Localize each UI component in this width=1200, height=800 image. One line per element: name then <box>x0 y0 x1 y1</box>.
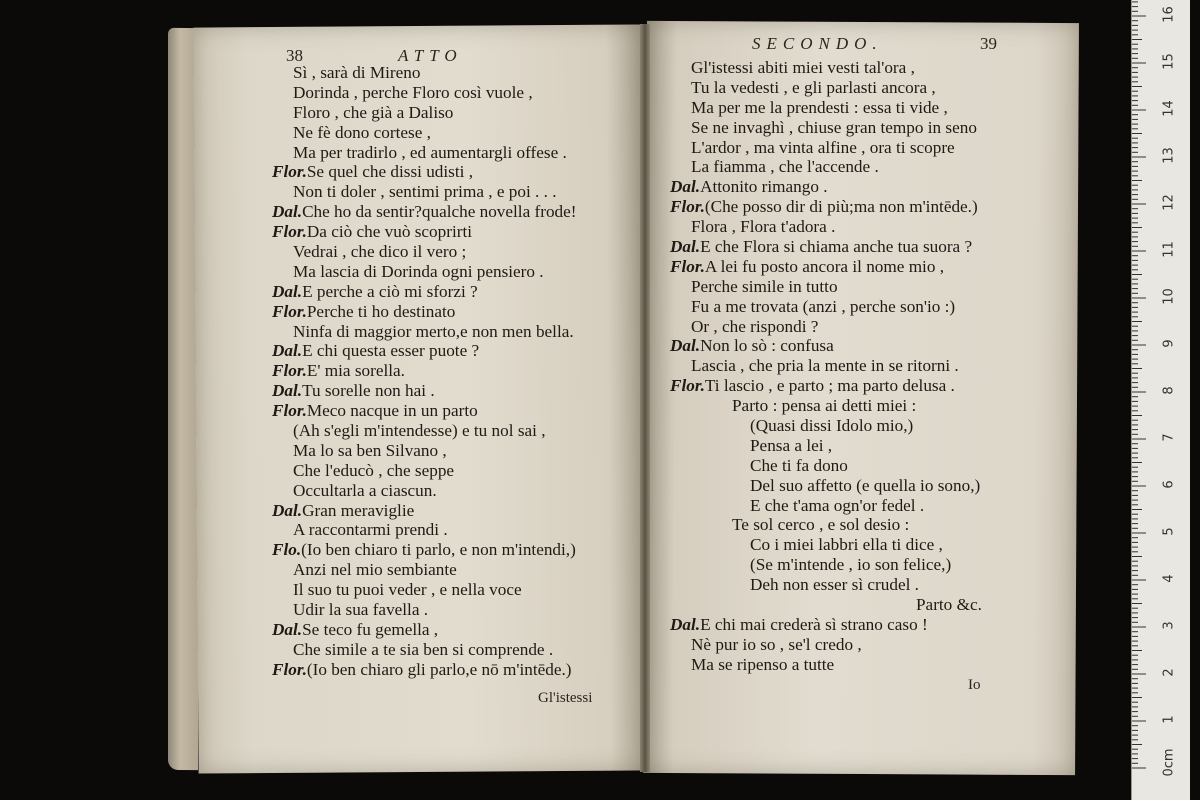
line-text: A raccontarmi prendi . <box>293 520 448 540</box>
line-text: Che ho da sentir?qualche novella frode! <box>302 202 577 222</box>
line-text: Che l'educò , che seppe <box>293 460 455 480</box>
text-line <box>670 595 982 615</box>
right-text-lines <box>670 58 982 675</box>
speaker-name: Flor. <box>670 197 705 217</box>
text-line <box>670 237 982 257</box>
text-line <box>272 222 577 242</box>
speaker-name: Dal. <box>272 381 303 401</box>
text-line <box>670 217 982 237</box>
speaker-name: Dal. <box>272 619 303 639</box>
left-catchword: Gl'istessi <box>538 690 593 706</box>
line-text: Ne fè dono cortese , <box>293 122 431 142</box>
text-line <box>272 242 577 262</box>
text-line <box>670 396 982 416</box>
speaker-name: Dal. <box>670 614 701 634</box>
line-text: Parto : pensa ai detti miei : <box>732 396 917 416</box>
speaker-name: Flor. <box>272 401 307 421</box>
ruler-label: 16 <box>1161 6 1177 23</box>
text-line <box>272 660 577 680</box>
line-text: Se teco fu gemella , <box>302 619 439 639</box>
text-line <box>272 262 577 282</box>
line-text: Floro , che già a Daliso <box>293 102 454 122</box>
speaker-name: Dal. <box>272 202 303 222</box>
book-gutter <box>640 24 650 772</box>
text-line <box>272 202 577 222</box>
line-text: Vedrai , che dico il vero ; <box>293 242 467 262</box>
ruler-label: 6 <box>1161 480 1177 489</box>
line-text: Ninfa di maggior merto,e non men bella. <box>293 321 574 341</box>
right-running-head: SECONDO. <box>752 34 883 53</box>
text-line <box>272 481 577 501</box>
line-text: Non ti doler , sentimi prima , e poi . . . <box>293 182 557 202</box>
line-text: E che Flora si chiama anche tua suora ? <box>700 237 973 257</box>
line-text: Flora , Flora t'adora . <box>691 217 836 237</box>
text-line <box>670 197 982 217</box>
line-text: E chi questa esser puote ? <box>302 341 480 361</box>
line-text: Fu a me trovata (anzi , perche son'io :) <box>691 296 956 316</box>
text-line <box>670 436 982 456</box>
text-line <box>670 376 982 396</box>
line-text: Lascia , che pria la mente in se ritorni . <box>691 356 959 376</box>
text-line <box>670 336 982 356</box>
text-line <box>272 640 577 660</box>
ruler-label: 12 <box>1161 194 1177 211</box>
text-line <box>670 476 982 496</box>
line-text: Se ne invaghì , chiuse gran tempo in seno <box>691 117 977 137</box>
ruler-label: 3 <box>1161 621 1177 630</box>
line-text: Gran meraviglie <box>302 500 415 520</box>
left-page-number: 38 <box>286 46 303 65</box>
text-line <box>670 496 982 516</box>
speaker-name: Dal. <box>272 341 303 361</box>
text-line <box>670 655 982 675</box>
speaker-name: Flor. <box>272 162 307 182</box>
text-line <box>670 555 982 575</box>
speaker-name: Flor. <box>272 301 307 321</box>
ruler-label: 15 <box>1161 53 1177 70</box>
ruler-label: 4 <box>1161 574 1177 583</box>
text-line <box>670 416 982 436</box>
line-text: (Io ben chiaro gli parlo,e nō m'intēde.) <box>306 659 572 679</box>
ruler-label: 5 <box>1161 527 1177 536</box>
text-line <box>272 501 577 521</box>
line-text: Udir la sua favella . <box>293 600 429 620</box>
text-line <box>272 401 577 421</box>
line-text: Perche simile in tutto <box>691 276 838 296</box>
line-text: Parto &c. <box>916 595 982 615</box>
line-text: Ma per me la prendesti : essa ti vide , <box>691 97 948 117</box>
text-line <box>272 322 577 342</box>
line-text: (Che posso dir di più;ma non m'intēde.) <box>704 197 978 217</box>
line-text: E perche a ciò mi sforzi ? <box>302 281 478 301</box>
text-line <box>272 381 577 401</box>
text-line <box>670 515 982 535</box>
text-line <box>670 157 982 177</box>
text-line <box>670 297 982 317</box>
line-text: Nè pur io so , se'l credo , <box>691 634 862 654</box>
text-line <box>272 600 577 620</box>
line-text: Deh non esser sì crudel . <box>750 575 919 595</box>
line-text: Tu sorelle non hai . <box>302 381 435 401</box>
left-text-lines <box>272 63 577 680</box>
line-text: Il suo tu puoi veder , e nella voce <box>293 580 522 600</box>
text-line <box>670 118 982 138</box>
line-text: Che ti fa dono <box>750 455 848 475</box>
text-line <box>670 177 982 197</box>
text-line <box>670 615 982 635</box>
line-text: Ma se ripenso a tutte <box>691 654 835 674</box>
line-text: E che t'ama ogn'or fedel . <box>750 495 925 515</box>
text-line <box>272 143 577 163</box>
text-line <box>272 421 577 441</box>
text-line <box>670 635 982 655</box>
line-text: Ma per tradirlo , ed aumentargli offese . <box>293 142 567 162</box>
measurement-ruler <box>1131 0 1190 800</box>
text-line <box>670 138 982 158</box>
speaker-name: Dal. <box>670 336 701 356</box>
right-page-number: 39 <box>980 34 997 53</box>
speaker-name: Dal. <box>272 500 303 520</box>
text-line <box>272 162 577 182</box>
ruler-label: 11 <box>1161 241 1177 258</box>
line-text: Anzi nel mio sembiante <box>293 560 457 580</box>
line-text: (Quasi dissi Idolo mio,) <box>750 416 914 436</box>
line-text: (Ah s'egli m'intendesse) e tu nol sai , <box>293 421 546 441</box>
line-text: Dorinda , perche Floro così vuole , <box>293 82 533 102</box>
text-line <box>670 456 982 476</box>
text-line <box>670 356 982 376</box>
line-text: Pensa a lei , <box>750 435 833 455</box>
ruler-label: 2 <box>1161 668 1177 677</box>
line-text: Ma lascia di Dorinda ogni pensiero . <box>293 261 544 281</box>
ruler-label: 10 <box>1161 288 1177 305</box>
text-line <box>272 560 577 580</box>
text-line <box>272 83 577 103</box>
line-text: Gl'istessi abiti miei vesti tal'ora , <box>691 58 915 77</box>
speaker-name: Flor. <box>670 376 705 396</box>
line-text: Or , che rispondi ? <box>691 316 819 336</box>
text-line <box>670 277 982 297</box>
speaker-name: Dal. <box>670 177 701 197</box>
line-text: Che simile a te sia ben si comprende . <box>293 639 554 659</box>
text-line <box>272 182 577 202</box>
speaker-name: Dal. <box>272 281 303 301</box>
text-line <box>272 282 577 302</box>
speaker-name: Dal. <box>670 237 701 257</box>
line-text: Meco nacque in un parto <box>306 401 478 421</box>
line-text: Ti lascio , e parto ; ma parto delusa . <box>704 376 955 396</box>
line-text: Occultarla a ciascun. <box>293 480 437 500</box>
ruler-label: 0cm <box>1161 748 1177 777</box>
line-text: Sì , sarà di Mireno <box>293 63 421 82</box>
line-text: E chi mai crederà sì strano caso ! <box>700 614 928 634</box>
speaker-name: Flor. <box>272 659 307 679</box>
text-line <box>272 461 577 481</box>
line-text: Da ciò che vuò scoprirti <box>306 222 473 242</box>
text-line <box>272 580 577 600</box>
speaker-name: Flor. <box>670 256 705 276</box>
line-text: A lei fu posto ancora il nome mio , <box>704 256 945 276</box>
line-text: Co i miei labbri ella ti dice , <box>750 535 943 555</box>
line-text: La fiamma , che l'accende . <box>691 157 879 177</box>
text-line <box>670 257 982 277</box>
left-running-head: ATTO <box>398 46 463 65</box>
ruler-label: 7 <box>1161 433 1177 442</box>
text-line <box>272 123 577 143</box>
right-catchword: Io <box>968 677 981 693</box>
line-text: Non lo sò : confusa <box>700 336 834 356</box>
line-text: (Se m'intende , io son felice,) <box>750 555 952 575</box>
text-line <box>272 441 577 461</box>
ruler-label: 1 <box>1161 715 1177 724</box>
ruler-label: 9 <box>1161 339 1177 348</box>
line-text: Perche ti ho destinato <box>306 301 456 321</box>
text-line <box>670 78 982 98</box>
speaker-name: Flo. <box>272 540 302 560</box>
text-line <box>272 302 577 322</box>
speaker-name: Flor. <box>272 361 307 381</box>
text-line <box>272 520 577 540</box>
line-text: Se quel che dissi udisti , <box>306 162 474 182</box>
line-text: Tu la vedesti , e gli parlasti ancora , <box>691 77 936 97</box>
text-line <box>272 540 577 560</box>
text-line <box>670 317 982 337</box>
ruler-label: 14 <box>1161 100 1177 117</box>
text-line <box>272 63 577 83</box>
ruler-label: 13 <box>1161 147 1177 164</box>
text-line <box>670 58 982 78</box>
text-line <box>272 361 577 381</box>
line-text: E' mia sorella. <box>306 361 405 381</box>
line-text: (Io ben chiaro ti parlo, e non m'intendi,) <box>301 540 576 560</box>
line-text: Attonito rimango . <box>700 177 828 197</box>
text-line <box>670 575 982 595</box>
line-text: Te sol cerco , e sol desio : <box>732 515 910 535</box>
speaker-name: Flor. <box>272 222 307 242</box>
text-line <box>670 535 982 555</box>
text-line <box>272 620 577 640</box>
line-text: L'ardor , ma vinta alfine , ora ti scopre <box>691 137 955 157</box>
text-line <box>670 98 982 118</box>
text-line <box>272 341 577 361</box>
line-text: Ma lo sa ben Silvano , <box>293 440 447 460</box>
ruler-label: 8 <box>1161 386 1177 395</box>
line-text: Del suo affetto (e quella io sono,) <box>750 475 981 495</box>
text-line <box>272 103 577 123</box>
